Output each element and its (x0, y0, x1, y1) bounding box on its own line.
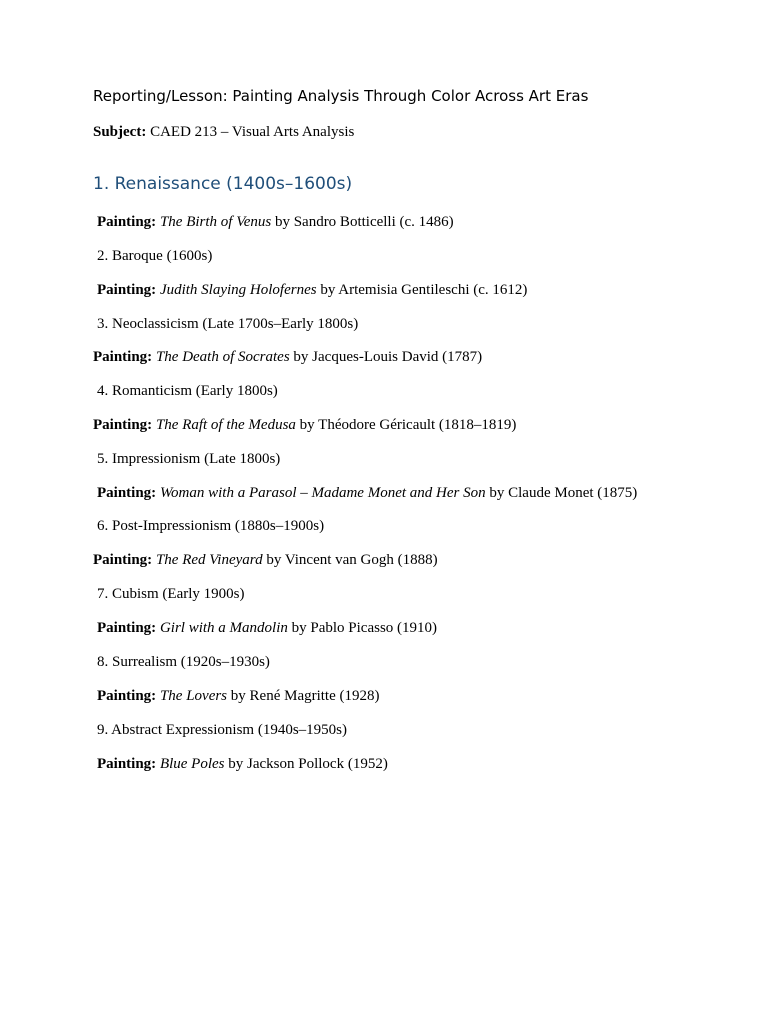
era-line-5: 5. Impressionism (Late 1800s) (97, 451, 281, 467)
subject-label: Subject: (93, 124, 147, 140)
subject-value: CAED 213 – Visual Arts Analysis (150, 124, 355, 140)
painting-label: Painting: (93, 552, 153, 568)
painting-artist: René Magritte (1928) (249, 688, 380, 704)
painting-label: Painting: (93, 417, 153, 433)
by-word: by (228, 756, 244, 772)
painting-title: The Birth of Venus (159, 214, 272, 230)
painting-line-9 (97, 754, 388, 774)
painting-label: Painting: (97, 620, 157, 636)
painting-line-3 (93, 347, 482, 367)
painting-title: The Raft of the Medusa (155, 417, 296, 433)
by-word: by (230, 688, 246, 704)
by-word: by (299, 417, 315, 433)
section-heading-renaissance: 1. Renaissance (1400s–1600s) (93, 174, 353, 194)
painting-artist: Jackson Pollock (1952) (247, 756, 388, 772)
painting-artist: Pablo Picasso (1910) (310, 620, 438, 636)
painting-label: Painting: (93, 349, 153, 365)
painting-label: Painting: (97, 688, 157, 704)
painting-artist: Claude Monet (1875) (508, 485, 638, 501)
painting-title: Blue Poles (159, 756, 225, 772)
era-line-3: 3. Neoclassicism (Late 1700s–Early 1800s) (97, 316, 359, 332)
painting-line-5 (97, 483, 637, 503)
era-line-6: 6. Post-Impressionism (1880s–1900s) (97, 518, 325, 534)
by-word: by (489, 485, 505, 501)
painting-label: Painting: (97, 282, 157, 298)
painting-title: Woman with a Parasol – Madame Monet and Her Son (159, 485, 486, 501)
painting-title: The Death of Socrates (155, 349, 290, 365)
by-word: by (320, 282, 336, 298)
painting-label: Painting: (97, 214, 157, 230)
painting-line-7 (97, 618, 437, 638)
document-title: Reporting/Lesson: Painting Analysis Through Color Across Art Eras (93, 87, 589, 105)
painting-line-2 (97, 280, 527, 300)
era-line-4: 4. Romanticism (Early 1800s) (97, 383, 278, 399)
painting-artist: Artemisia Gentileschi (c. 1612) (338, 282, 528, 298)
era-line-2: 2. Baroque (1600s) (97, 248, 213, 264)
painting-title: Girl with a Mandolin (159, 620, 288, 636)
painting-artist: Sandro Botticelli (c. 1486) (293, 214, 454, 230)
painting-line-1 (97, 212, 454, 232)
painting-line-8 (97, 686, 380, 706)
painting-artist: Jacques-Louis David (1787) (312, 349, 483, 365)
subject-line (93, 122, 354, 142)
by-word: by (274, 214, 290, 230)
by-word: by (266, 552, 282, 568)
painting-artist: Théodore Géricault (1818–1819) (318, 417, 517, 433)
painting-artist: Vincent van Gogh (1888) (284, 552, 438, 568)
painting-line-4 (93, 415, 516, 435)
era-line-9: 9. Abstract Expressionism (1940s–1950s) (97, 722, 347, 738)
painting-title: Judith Slaying Holofernes (159, 282, 317, 298)
painting-title: The Red Vineyard (155, 552, 263, 568)
era-line-7: 7. Cubism (Early 1900s) (97, 586, 245, 602)
by-word: by (291, 620, 307, 636)
by-word: by (293, 349, 309, 365)
painting-label: Painting: (97, 485, 157, 501)
painting-label: Painting: (97, 756, 157, 772)
era-line-8: 8. Surrealism (1920s–1930s) (97, 654, 270, 670)
painting-title: The Lovers (159, 688, 228, 704)
painting-line-6 (93, 550, 438, 570)
